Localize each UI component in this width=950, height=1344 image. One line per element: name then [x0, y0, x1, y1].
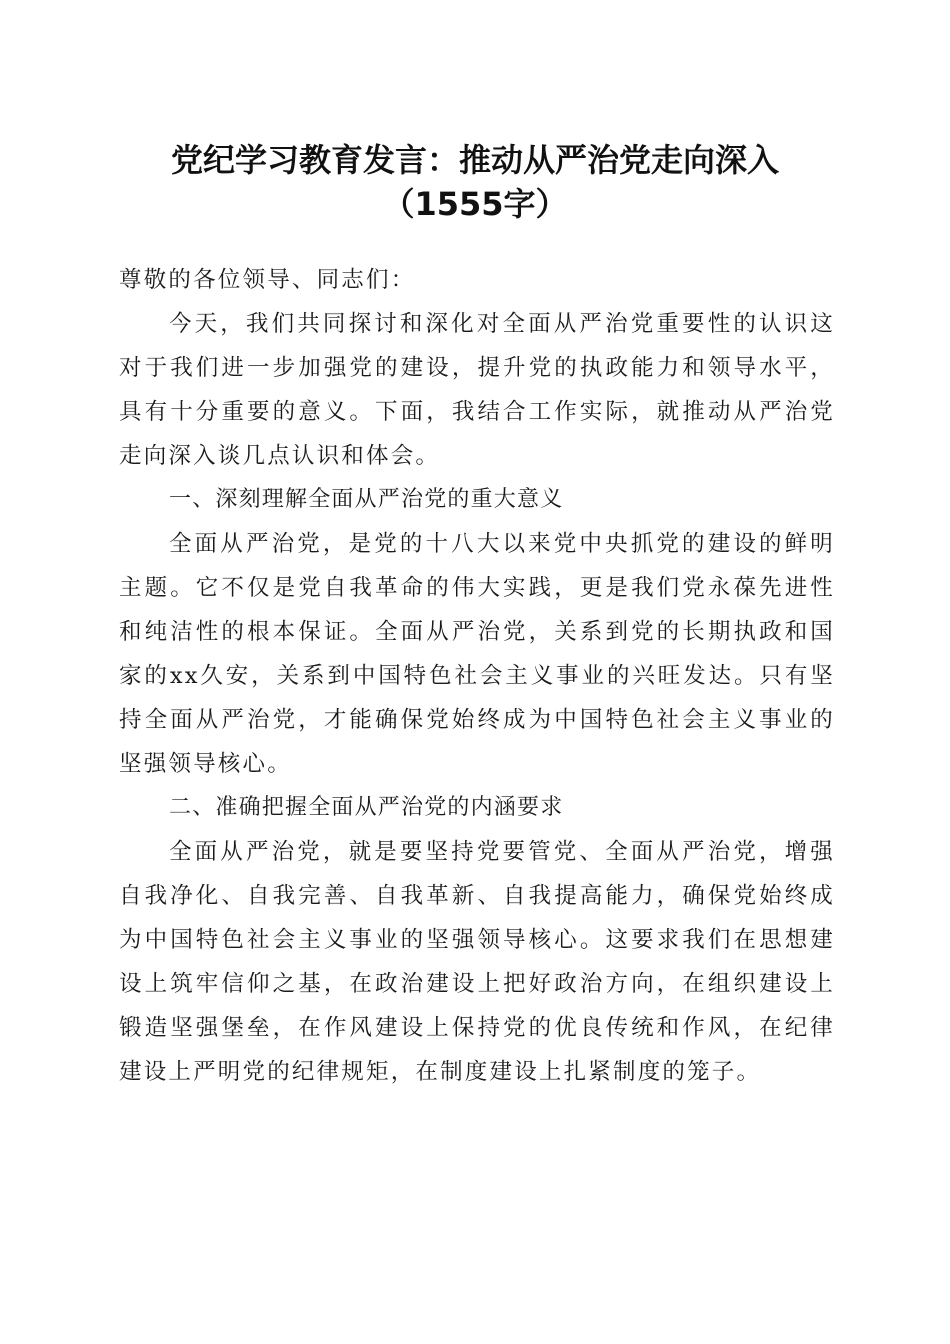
document-title: 党纪学习教育发言：推动从严治党走向深入	[170, 141, 779, 179]
section-heading-1: 一、深刻理解全面从严治党的重大意义	[169, 487, 564, 512]
intro-paragraph: 今天，我们共同探讨和深化对全面从严治党重要性的认识这对于我们进一步加强党的建设，提升党的执政能力和领导水平，具有十分重要的意义。下面，我结合工作实际，就推动从严治党走向深入谈几点认识和体会。	[119, 311, 835, 469]
section-heading-2: 二、准确把握全面从严治党的内涵要求	[169, 795, 564, 820]
document-body	[119, 258, 835, 1094]
section-paragraph-2: 全面从严治党，就是要坚持党要管党、全面从严治党，增强自我净化、自我完善、自我革新、自我提高能力，确保党始终成为中国特色社会主义事业的坚强领导核心。这要求我们在思想建设上筑牢信仰之基，在政治建设上把好政治方向，在组织建设上锻造坚强堡垒，在作风建设上保持党的优良传统和作风，在纪律建设上严明党的纪律规矩，在制度建设上扎紧制度的笼子。	[119, 839, 835, 1085]
section-paragraph-1: 全面从严治党，是党的十八大以来党中央抓党的建设的鲜明主题。它不仅是党自我革命的伟大实践，更是我们党永葆先进性和纯洁性的根本保证。全面从严治党，关系到党的长期执政和国家的xx久安，关系到中国特色社会主义事业的兴旺发达。只有坚持全面从严治党，才能确保党始终成为中国特色社会主义事业的坚强领导核心。	[119, 531, 835, 777]
document-word-count: （1555字）	[382, 185, 568, 223]
salutation: 尊敬的各位领导、同志们：	[119, 267, 416, 293]
